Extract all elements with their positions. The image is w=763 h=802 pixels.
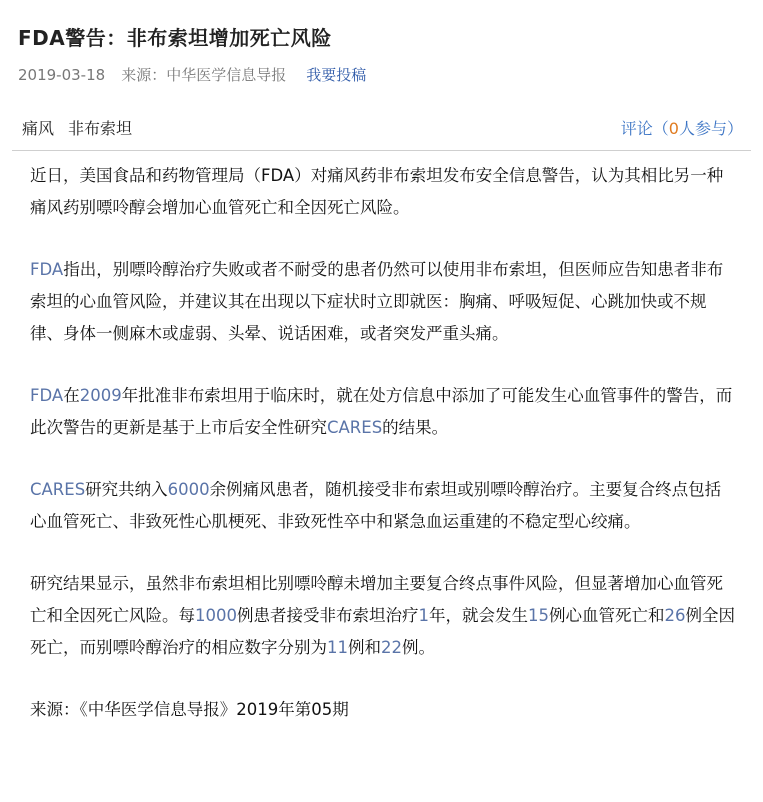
tag-item[interactable]: 非布索坦: [68, 118, 133, 138]
tag-list: [22, 116, 132, 139]
paragraph-text: 在: [63, 386, 80, 405]
paragraph-text: 年批准非布索坦用于临床时，就在处方信息中添加了可能发生心血管事件的警告，而此次警告的更新是基于上市后安全性研究: [30, 386, 733, 437]
paragraph-text: 指出，别嘌呤醇治疗失败或者不耐受的患者仍然可以使用非布索坦，但医师应告知患者非布索坦的心血管风险，并建议其在出现以下症状时立即就医：胸痛、呼吸短促、心跳加快或不规律、身体一侧麻木或虚弱、头晕、说话困难，或者突发严重头痛。: [30, 260, 724, 343]
comment-prefix: 评论（: [620, 118, 669, 138]
paragraph-text: 例患者接受非布索坦治疗: [237, 606, 419, 625]
highlight-text: 11: [327, 638, 348, 657]
paragraph-text: 研究共纳入: [85, 480, 168, 499]
paragraph: [30, 254, 735, 350]
paragraph: [30, 380, 735, 444]
highlight-text: 15: [528, 606, 549, 625]
highlight-text: 22: [381, 638, 402, 657]
tag-item[interactable]: 痛风: [22, 118, 55, 138]
source-label: 来源：中华医学信息导报: [121, 66, 287, 84]
paragraph-text: 例全因死亡，而别嘌呤醇治疗的相应数字分别为: [30, 606, 735, 657]
submit-article-link[interactable]: 我要投稿: [306, 66, 367, 84]
article-meta: [18, 64, 366, 85]
paragraph-text: 例。: [402, 638, 435, 657]
highlight-text: 1: [418, 606, 429, 625]
publish-date: 2019-03-18: [18, 65, 106, 84]
highlight-text: FDA: [30, 386, 64, 405]
paragraph: [30, 568, 735, 664]
paragraph-text: 近日，美国食品和药物管理局（FDA）对痛风药非布索坦发布安全信息警告，认为其相比另一种痛风药别嘌呤醇会增加心血管死亡和全因死亡风险。: [30, 166, 724, 217]
comment-count: 0: [668, 118, 679, 138]
paragraph: [30, 474, 735, 538]
highlight-text: 2009: [79, 386, 122, 405]
highlight-text: FDA: [30, 260, 64, 279]
paragraph-text: 年，就会发生: [429, 606, 528, 625]
comment-suffix: 人参与）: [678, 118, 743, 138]
paragraph: [30, 160, 735, 224]
article-body: [30, 160, 735, 756]
paragraph-text: 例和: [348, 638, 381, 657]
paragraph-text: 的结果。: [382, 418, 449, 437]
highlight-text: 1000: [195, 606, 237, 625]
highlight-text: CARES: [30, 480, 86, 499]
paragraph-text: 例心血管死亡和: [549, 606, 665, 625]
article-title: FDA警告：非布索坦增加死亡风险: [18, 26, 332, 50]
highlight-text: 6000: [167, 480, 210, 499]
highlight-text: 26: [664, 606, 686, 625]
source-line: 来源：《中华医学信息导报》2019年第05期: [30, 700, 349, 719]
paragraph-text: 余例痛风患者，随机接受非布索坦或别嘌呤醇治疗。主要复合终点包括心血管死亡、非致死性心肌梗死、非致死性卒中和紧急血运重建的不稳定型心绞痛。: [30, 480, 722, 531]
comment-link[interactable]: [621, 116, 743, 139]
paragraph-text: 研究结果显示，虽然非布索坦相比别嘌呤醇未增加主要复合终点事件风险，但显著增加心血管死亡和全因死亡风险。每: [30, 574, 723, 625]
tag-bar: [12, 104, 751, 151]
highlight-text: CARES: [327, 418, 383, 437]
